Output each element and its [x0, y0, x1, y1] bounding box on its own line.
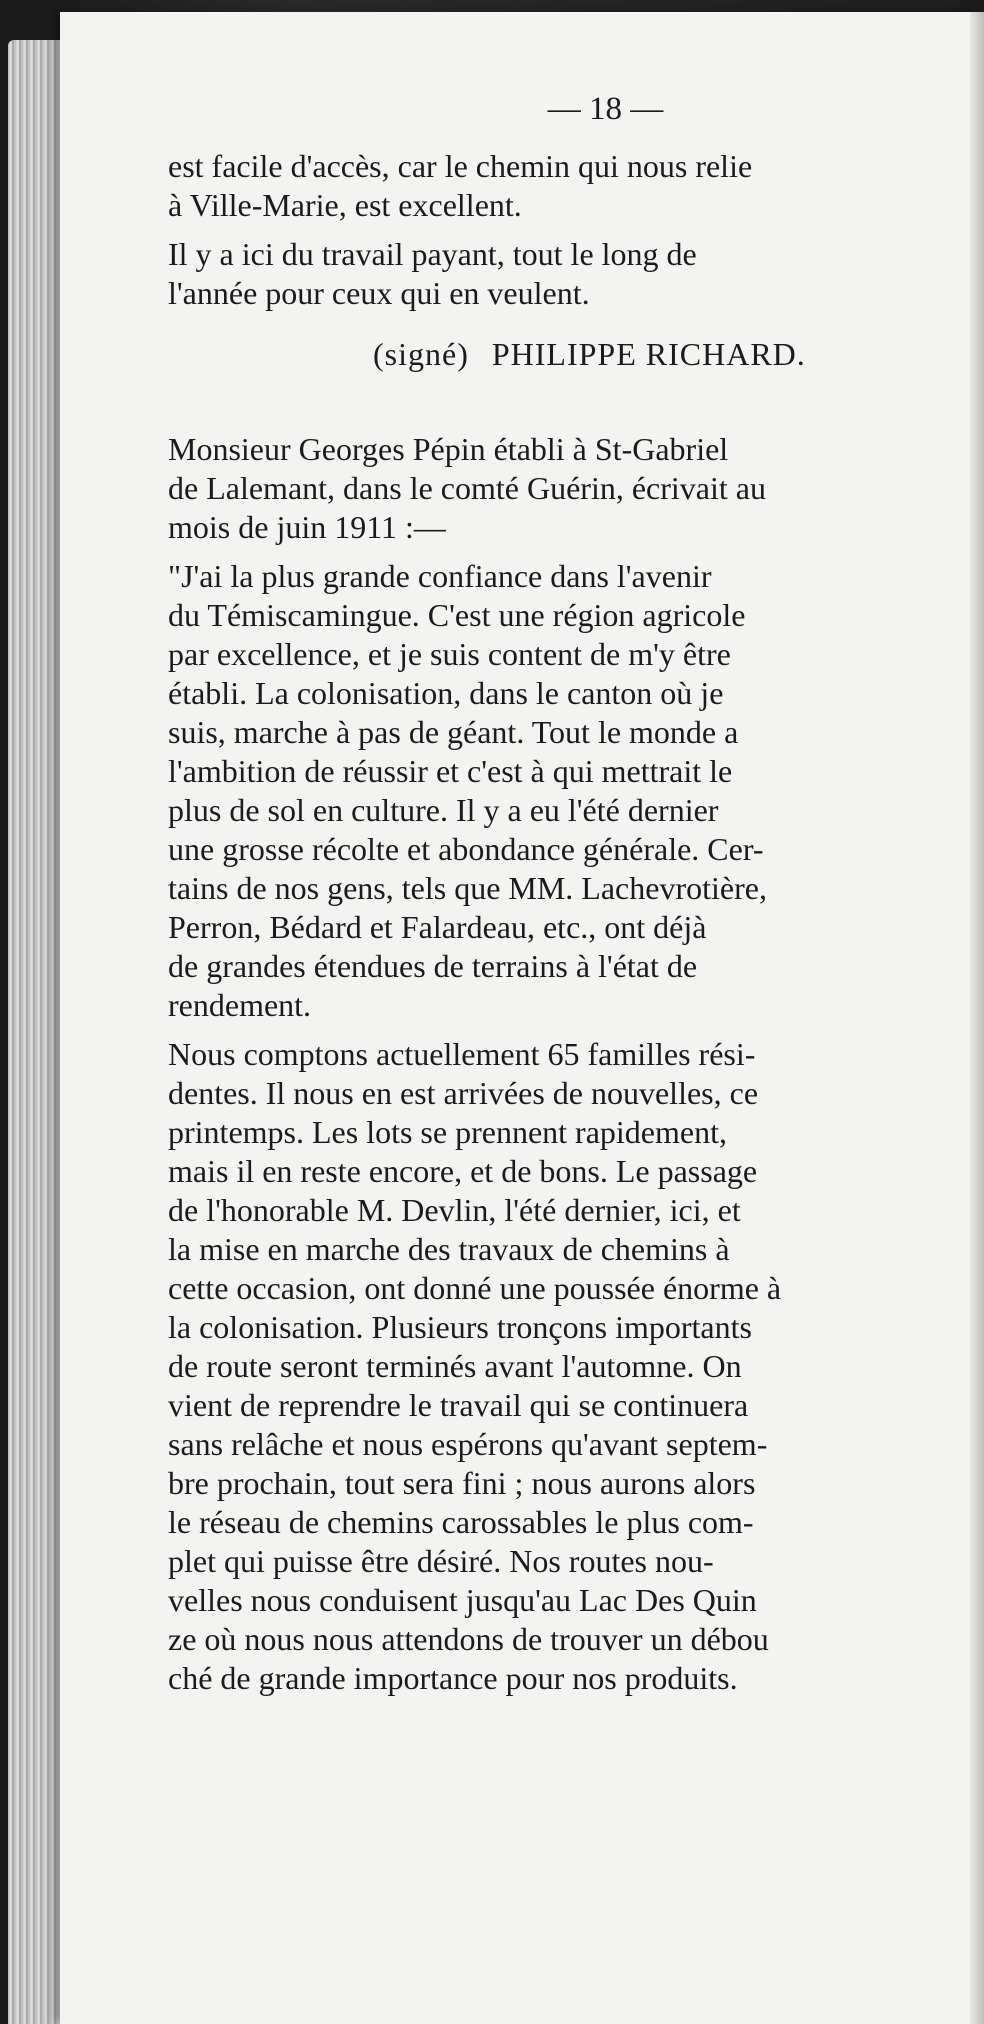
- paragraph-2: Il y a ici du travail payant, tout le long de l'année pour ceux qui en veulent.: [168, 236, 697, 311]
- page-content: [168, 90, 983, 1708]
- letter-intro: Monsieur Georges Pépin établi à St-Gabriel de Lalemant, dans le comté Guérin, écrivait au mois de juin 1911 :—: [168, 431, 766, 545]
- letter-body-2: Nous comptons actuellement 65 familles rési- dentes. Il nous en est arrivées de nouvelles, ce printemps. Les lots se prennent rapidement, mais il en reste encore, et de bons. Le passage de l'honorable M. Devlin, l'été dernier, ici, et la mise en marche des travaux de chemins à cette occasion, ont donné une poussée énorme à la colonisation. Plusieurs tronçons importants de route seront terminés avant l'automne. On vient de reprendre le travail qui se continuera sans relâche et nous espérons qu'avant septem- bre prochain, tout sera fini ; nous aurons alors le réseau de chemins carossables le plus com- plet qui puisse être désiré. Nos routes nou- velles nous conduisent jusqu'au Lac Des Quin ze où nous nous attendons de trouver un débou ché de grande importance pour nos produits.: [168, 1036, 782, 1696]
- signature-label: (signé): [373, 336, 469, 372]
- signature-line: [168, 335, 983, 374]
- paragraph-1: est facile d'accès, car le chemin qui nous relie à Ville-Marie, est excellent.: [168, 148, 753, 223]
- letter-body-1: "J'ai la plus grande confiance dans l'avenir du Témiscamingue. C'est une région agricole par excellence, et je suis content de m'y être établi. La colonisation, dans le canton où je suis, marche à pas de géant. Tout le monde a l'ambition de réussir et c'est à qui mettrait le plus de sol en culture. Il y a eu l'été dernier une grosse récolte et abondance générale. Cer- tains de nos gens, tels que MM. Lachevrotière, Perron, Bédard et Falardeau, etc., ont déjà de grandes étendues de terrains à l'état de rendement.: [168, 558, 767, 1023]
- page-number: — 18 —: [547, 91, 664, 127]
- signature-name: PHILIPPE RICHARD.: [491, 336, 806, 372]
